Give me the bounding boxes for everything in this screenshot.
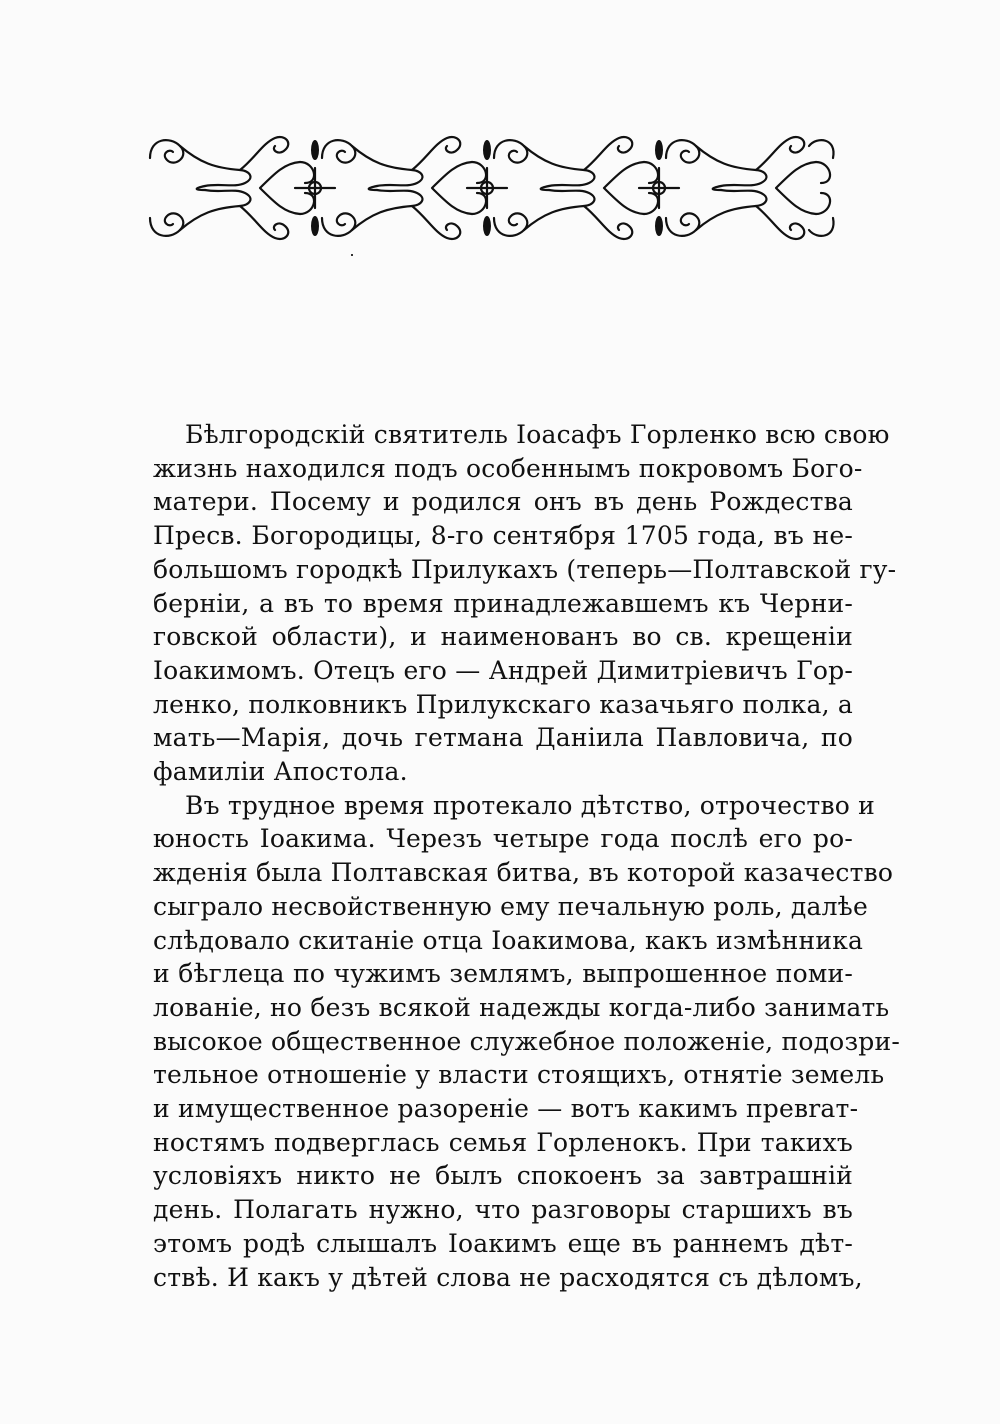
text-line: матери. Посему и родился онъ въ день Рождества: [153, 487, 853, 517]
ornamental-headpiece: [145, 128, 840, 248]
text-line: жизнь находился подъ особеннымъ покровомъ Бого-: [153, 453, 863, 483]
text-line: ленко, полковникъ Прилукскаго казачьяго полка, а: [153, 689, 853, 719]
text-line: сыграло несвойственную ему печальную роль, далѣе: [153, 891, 868, 921]
text-line: тельное отношеніе у власти стоящихъ, отнятіе земель: [153, 1060, 885, 1090]
text-line: Бѣлгородскій святитель Іоасафъ Горленко всю свою: [185, 420, 890, 449]
text-line: ствѣ. И какъ у дѣтей слова не расходятся съ дѣломъ,: [153, 1262, 863, 1292]
text-line: Пресв. Богородицы, 8-го сентября 1705 года, въ не-: [153, 521, 853, 551]
text-line: высокое общественное служебное положеніе, подозри-: [153, 1026, 900, 1056]
text-line: слѣдовало скитаніе отца Іоакимова, какъ измѣнника: [153, 925, 864, 955]
text-line: большомъ городкѣ Прилукахъ (теперь—Полтавской гу-: [153, 554, 897, 584]
text-line: ностямъ подверглась семья Горленокъ. При такихъ: [153, 1127, 853, 1157]
text-line: жденія была Полтавская битва, въ которой казачество: [153, 858, 894, 888]
text-line: лованіе, но безъ всякой надежды когда-либо занимать: [153, 992, 890, 1022]
text-line: день. Полагать нужно, что разговоры старшихъ въ: [153, 1195, 853, 1225]
text-line: Въ трудное время протекало дѣтство, отрочество и: [185, 790, 875, 820]
text-line: условіяхъ никто не былъ спокоенъ за завтрашній: [153, 1161, 853, 1191]
text-line: берніи, а въ то время принадлежавшемъ къ Черни-: [153, 588, 853, 618]
text-line: и имущественное разореніе — вотъ какимъ превrат-: [153, 1094, 859, 1124]
print-speck: [351, 254, 353, 256]
text-line: мать—Марія, дочь гетмана Даніила Павловича, по: [153, 723, 853, 753]
body-text: [153, 418, 900, 1294]
paragraph-1: [153, 418, 897, 789]
text-line: этомъ родѣ слышалъ Іоакимъ еще въ раннемъ дѣт-: [153, 1228, 853, 1258]
text-line: фамиліи Апостола.: [153, 757, 408, 787]
text-line: говской области), и наименованъ во св. крещеніи: [153, 622, 853, 652]
text-line: Іоакимомъ. Отецъ его — Андрей Димитріевичъ Гор-: [153, 655, 853, 685]
text-line: юность Іоакима. Черезъ четыре года послѣ его ро-: [153, 824, 853, 854]
text-line: и бѣглеца по чужимъ землямъ, выпрошенное поми-: [153, 959, 853, 989]
paragraph-2: [153, 789, 900, 1295]
